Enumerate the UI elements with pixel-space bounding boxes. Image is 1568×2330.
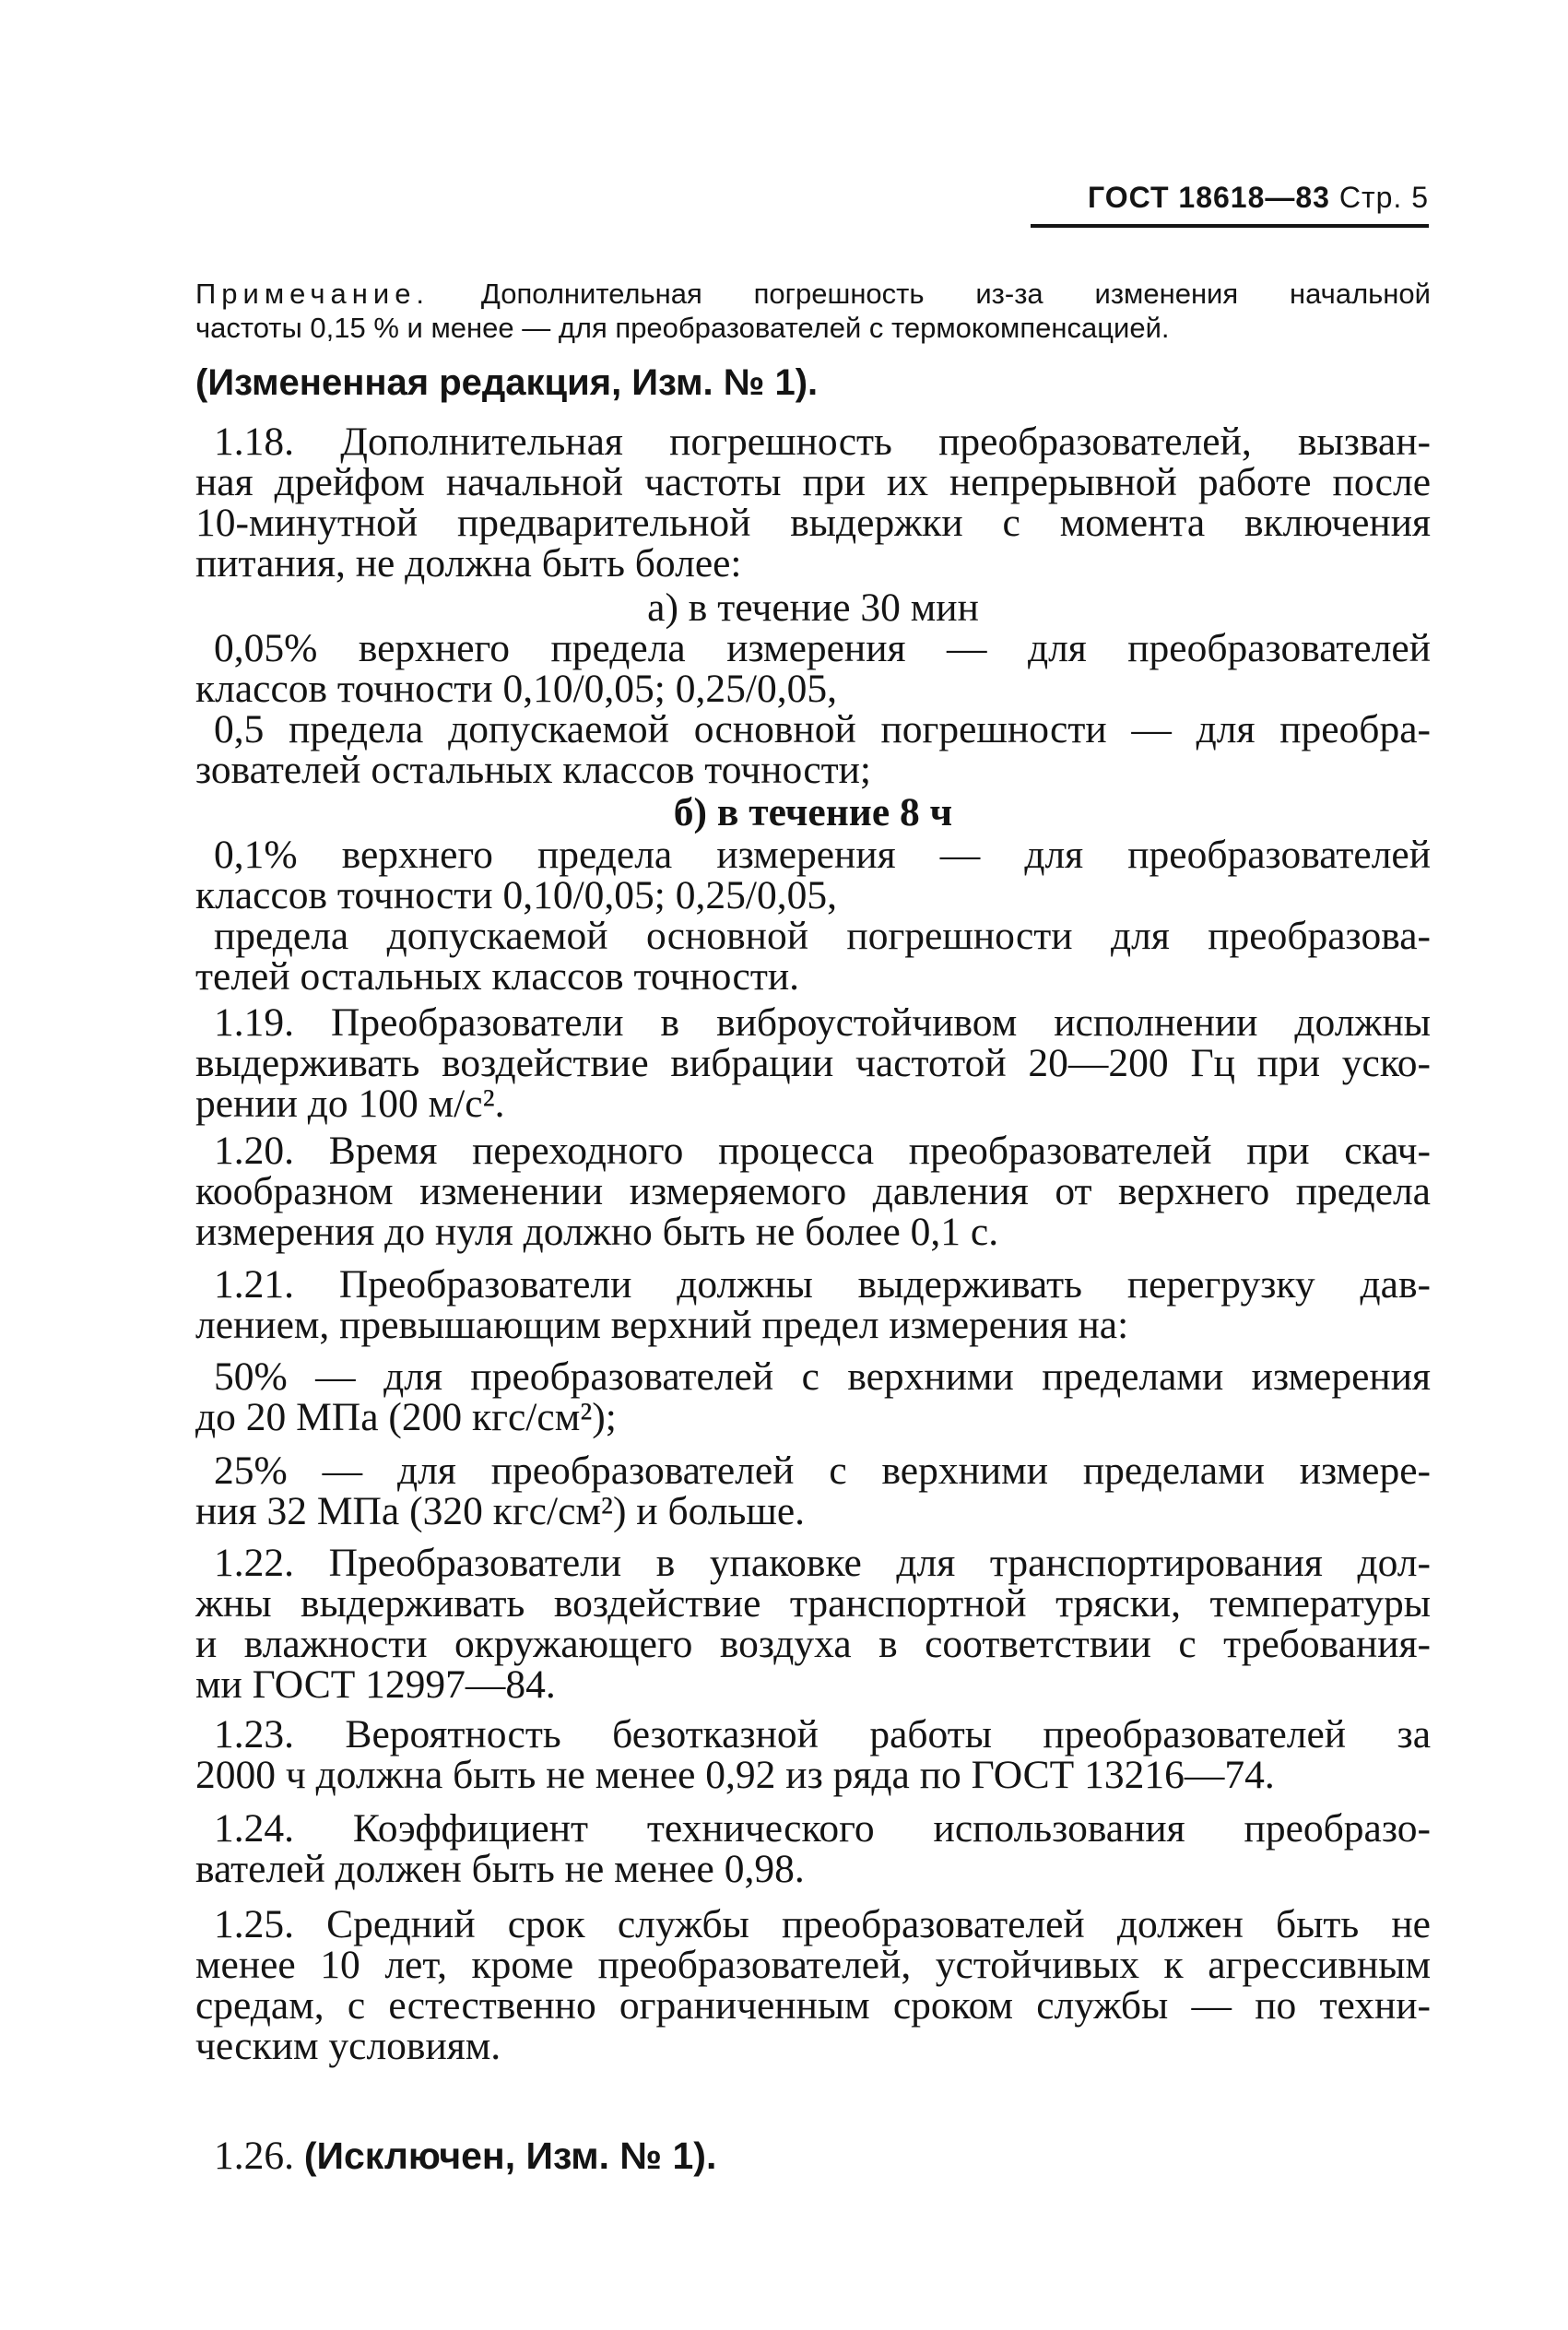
text-line: 0,1% верхнего предела измерения — для преобразователей (214, 833, 1431, 877)
subheading: б) в течение 8 ч (673, 790, 953, 834)
text-line: лением, превышающим верхний предел измерения на: (195, 1303, 1129, 1347)
note-line: частоты 0,15 % и менее — для преобразователей с термокомпенсацией. (195, 312, 1170, 344)
text-line: и влажности окружающего воздуха в соответствии с требования- (195, 1622, 1431, 1666)
text-line: кообразном изменении измеряемого давления от верхнего предела (195, 1169, 1431, 1213)
text-line: 0,05% верхнего предела измерения — для преобразователей (214, 626, 1431, 670)
text-line: 1.19. Преобразователи в виброустойчивом исполнении должны (214, 1000, 1431, 1045)
page-header (1032, 181, 1429, 215)
text-line: средам, с естественно ограниченным сроком службы — по техни- (195, 1983, 1431, 2028)
clause-number: 1.26. (214, 2134, 294, 2178)
text-line: питания, не должна быть более: (195, 541, 742, 585)
subheading: а) в течение 30 мин (647, 585, 979, 630)
text-line: предела допускаемой основной погрешности для преобразова- (214, 914, 1431, 958)
text-line: 1.18. Дополнительная погрешность преобразователей, вызван- (214, 420, 1431, 464)
text-line: 2000 ч должна быть не менее 0,92 из ряда по ГОСТ 13216—74. (195, 1753, 1275, 1797)
text-line: 1.20. Время переходного процесса преобразователей при скач- (214, 1129, 1431, 1173)
text-line: 10-минутной предварительной выдержки с момента включения (195, 501, 1431, 545)
text-line: классов точности 0,10/0,05; 0,25/0,05, (195, 667, 837, 711)
text-line: рении до 100 м/с². (195, 1082, 505, 1126)
text-line: ми ГОСТ 12997—84. (195, 1662, 556, 1707)
text-line: 1.25. Средний срок службы преобразователей должен быть не (214, 1902, 1431, 1946)
text-line: зователей остальных классов точности; (195, 748, 872, 792)
text-line: ческим условиям. (195, 2024, 501, 2068)
note-block (195, 277, 1431, 345)
text-line: 50% — для преобразователей с верхними пределами измерения (214, 1354, 1431, 1399)
page-number: Стр. 5 (1338, 181, 1429, 214)
text-line: выдерживать воздействие вибрации частотой 20—200 Гц при уско- (195, 1041, 1431, 1085)
clause-excluded: (Исключен, Изм. № 1). (303, 2135, 717, 2177)
text-line: классов точности 0,10/0,05; 0,25/0,05, (195, 873, 837, 917)
note-line: Примечание. Дополнительная погрешность из-за изменения начальной (195, 278, 1431, 310)
text-line: 1.22. Преобразователи в упаковке для транспортирования дол- (214, 1541, 1431, 1585)
standard-title: ГОСТ 18618—83 (1088, 181, 1330, 214)
text-line: вателей должен быть не менее 0,98. (195, 1847, 805, 1891)
text-line: жны выдерживать воздействие транспортной тряски, температуры (195, 1581, 1431, 1626)
text-line: 25% — для преобразователей с верхними пределами измере- (214, 1449, 1431, 1493)
text-line: телей остальных классов точности. (195, 954, 799, 999)
header-rule (1031, 224, 1429, 228)
final-clause (214, 2135, 1449, 2178)
text-line: 1.21. Преобразователи должны выдерживать перегрузку дав- (214, 1262, 1431, 1307)
text-line: ная дрейфом начальной частоты при их непрерывной работе после (195, 460, 1431, 504)
text-line: измерения до нуля должно быть не более 0,1 с. (195, 1210, 999, 1254)
note-label: Примечание. (195, 278, 430, 310)
text-line: до 20 МПа (200 кгс/см²); (195, 1395, 617, 1439)
amendment-note: (Измененная редакция, Изм. № 1). (195, 362, 819, 403)
text-line: 0,5 предела допускаемой основной погрешности — для преобра- (214, 707, 1431, 751)
text-line: ния 32 МПа (320 кгс/см²) и больше. (195, 1489, 805, 1533)
text-line: 1.24. Коэффициент технического использования преобразо- (214, 1806, 1431, 1851)
text-line: менее 10 лет, кроме преобразователей, устойчивых к агрессивным (195, 1943, 1431, 1987)
text-line: 1.23. Вероятность безотказной работы преобразователей за (214, 1712, 1431, 1756)
